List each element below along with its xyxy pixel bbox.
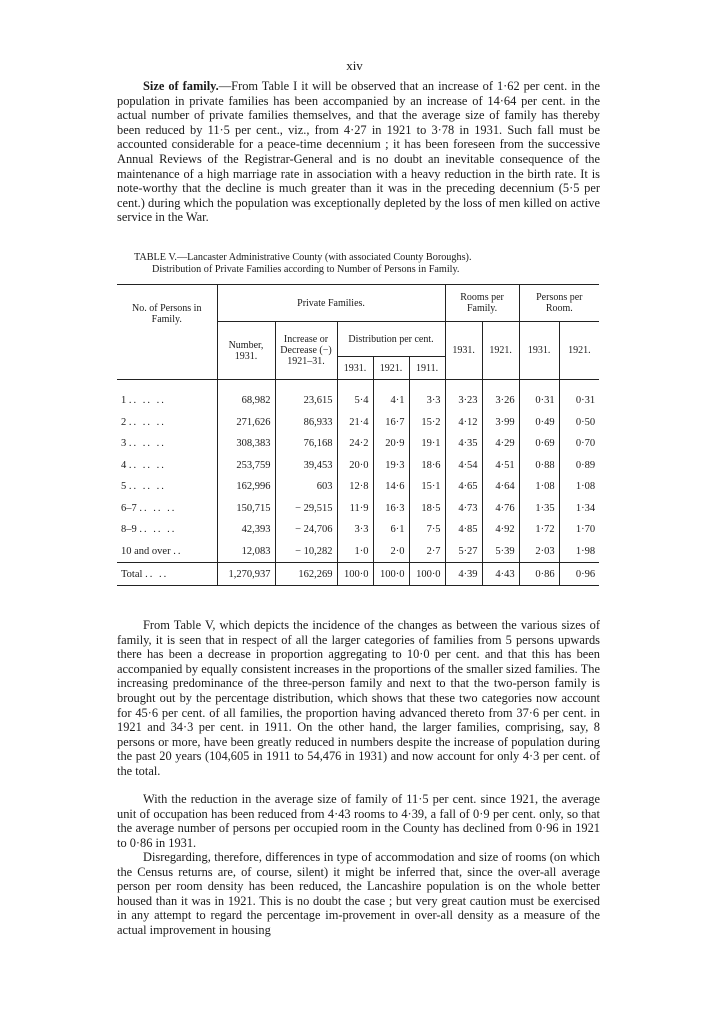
- cell-number: 162,996: [217, 476, 275, 498]
- cell-change: 162,269: [275, 563, 337, 586]
- cell-dist-1931: 3·3: [337, 519, 373, 541]
- cell-number: 271,626: [217, 412, 275, 434]
- cell-number: 1,270,937: [217, 563, 275, 586]
- table-row: [117, 476, 599, 498]
- cell-dist-1911: 3·3: [409, 390, 445, 412]
- row-dots: .. .. ..: [128, 438, 166, 450]
- cell-rooms-1921: 4·43: [482, 563, 519, 586]
- row-dots: .. .. ..: [139, 524, 177, 536]
- header-dist-1911: 1911.: [409, 357, 445, 380]
- paragraph-text: —From Table I it will be observed that an increase of 1·62 per cent. in the population in private families has been accompanied by an increase of 14·64 per cent. in the actual number of private families themselves, and that the average size of family has thereby been reduced by 11·5 per cent., viz., from 4·27 in 1921 to 3·78 in 1931. Such fall must be accounted considerable for a peace-time decennium ; it has been foreseen from the successive Annual Reviews of the Registrar-General and is no doubt an inevitable consequence of the maintenance of a high marriage rate in association with a heavy reduction in the birth rate. It is note-worthy that the decline is much greater than it was in the preceding decennium (5·5 per cent.) during which the population was exceptionally depleted by the loss of men killed on active service in the War.: [117, 79, 600, 225]
- table-row: [117, 498, 599, 520]
- header-persons-per-room: Persons per Room.: [519, 285, 599, 322]
- cell-ppr-1921: 0·96: [559, 563, 599, 586]
- cell-ppr-1931: 1·35: [519, 498, 559, 520]
- row-label: 2: [121, 416, 127, 428]
- cell-dist-1931: 11·9: [337, 498, 373, 520]
- row-dots: ..: [173, 545, 183, 557]
- cell-dist-1921: 19·3: [373, 455, 409, 477]
- cell-ppr-1921: 0·31: [559, 390, 599, 412]
- cell-change: 86,933: [275, 412, 337, 434]
- header-rooms-per-family: Rooms per Family.: [445, 285, 519, 322]
- cell-dist-1931: 5·4: [337, 390, 373, 412]
- cell-number: 253,759: [217, 455, 275, 477]
- cell-number: 68,982: [217, 390, 275, 412]
- row-label: 10 and over: [121, 545, 171, 557]
- table-total-row: [117, 563, 599, 586]
- row-dots: .. .. ..: [128, 395, 166, 407]
- paragraph-housing-caution: Disregarding, therefore, differences in type of accommodation and size of rooms (on which the Census returns are, of course, silent) it might be inferred that, since the over-all average person per room density has been reduced, the Lancashire population is on the whole better housed than it was in 1921. This is no doubt the case ; but very great caution must be exercised in any attempt to regard the percentage im-provement in over-all density as a measure of the actual improvement in housing: [117, 850, 600, 937]
- row-dots: .. .. ..: [128, 416, 166, 428]
- row-dots: .. .. ..: [128, 459, 166, 471]
- cell-ppr-1931: 2·03: [519, 541, 559, 563]
- cell-ppr-1921: 0·89: [559, 455, 599, 477]
- cell-change: 39,453: [275, 455, 337, 477]
- row-dots: .. ..: [145, 568, 169, 580]
- cell-rooms-1921: 3·99: [482, 412, 519, 434]
- cell-rooms-1921: 4·92: [482, 519, 519, 541]
- row-dots: .. .. ..: [139, 502, 177, 514]
- paragraph-size-of-family: [117, 79, 600, 225]
- cell-ppr-1921: 1·70: [559, 519, 599, 541]
- cell-rooms-1921: 5·39: [482, 541, 519, 563]
- cell-rooms-1921: 4·64: [482, 476, 519, 498]
- cell-ppr-1931: 0·49: [519, 412, 559, 434]
- row-label: 5: [121, 481, 127, 493]
- cell-number: 150,715: [217, 498, 275, 520]
- cell-ppr-1921: 0·50: [559, 412, 599, 434]
- header-private-families: Private Families.: [217, 285, 445, 322]
- cell-dist-1931: 21·4: [337, 412, 373, 434]
- table-caption-line1: TABLE V.—Lancaster Administrative County (with associated County Boroughs).: [134, 252, 472, 263]
- cell-ppr-1931: 1·72: [519, 519, 559, 541]
- row-label: 4: [121, 459, 127, 471]
- row-label: 3: [121, 438, 127, 450]
- cell-dist-1911: 2·7: [409, 541, 445, 563]
- cell-dist-1931: 24·2: [337, 433, 373, 455]
- cell-dist-1931: 20·0: [337, 455, 373, 477]
- cell-ppr-1921: 1·08: [559, 476, 599, 498]
- cell-ppr-1921: 0·70: [559, 433, 599, 455]
- cell-change: 76,168: [275, 433, 337, 455]
- header-persons: No. of Persons in Family.: [117, 285, 217, 380]
- cell-number: 42,393: [217, 519, 275, 541]
- cell-rooms-1931: 4·12: [445, 412, 482, 434]
- cell-change: 603: [275, 476, 337, 498]
- cell-rooms-1931: 4·35: [445, 433, 482, 455]
- cell-change: − 24,706: [275, 519, 337, 541]
- cell-dist-1921: 100·0: [373, 563, 409, 586]
- header-rooms-1931: 1931.: [445, 322, 482, 380]
- cell-rooms-1931: 4·39: [445, 563, 482, 586]
- table-row: [117, 433, 599, 455]
- cell-change: − 29,515: [275, 498, 337, 520]
- table-row: [117, 412, 599, 434]
- cell-dist-1931: 12·8: [337, 476, 373, 498]
- paragraph-room-density: With the reduction in the average size of family of 11·5 per cent. since 1921, the average unit of occupation has been reduced from 4·43 rooms to 4·39, a fall of 0·9 per cent. only, so that the average number of persons per occupied room in the County has declined from 0·96 in 1921 to 0·86 in 1931.: [117, 792, 600, 850]
- table-v: [117, 284, 599, 586]
- cell-ppr-1931: 0·31: [519, 390, 559, 412]
- page-number: xiv: [346, 58, 363, 73]
- cell-rooms-1931: 5·27: [445, 541, 482, 563]
- paragraph-table-v-analysis: From Table V, which depicts the incidence of the changes as between the various sizes of family, it is seen that in respect of all the larger categories of families from 5 persons upwards there has been a decrease in proportion aggregating to 10·0 per cent. and that this has been accompanied by equally consistent increases in the proportions of the smaller sized families. The increasing predominance of the three-person family and next to that the two-person family is brought out by the percentage distribution, which shows that these two categories now account for 45·6 per cent. of all families, the proportion having advanced thereto from 37·6 per cent. in 1921 and 34·3 per cent. in 1911. On the other hand, the larger families, comprising, say, 8 persons or more, have been greatly reduced in numbers despite the increase of population during the past 20 years (104,605 in 1911 to 54,476 in 1931) and now account for only 4·3 per cent. of the total.: [117, 618, 600, 778]
- header-distribution: Distribution per cent.: [337, 322, 445, 357]
- paragraph-heading: Size of family.: [143, 79, 219, 93]
- cell-rooms-1931: 4·85: [445, 519, 482, 541]
- cell-dist-1911: 15·2: [409, 412, 445, 434]
- cell-dist-1931: 100·0: [337, 563, 373, 586]
- cell-dist-1911: 15·1: [409, 476, 445, 498]
- header-dist-1931: 1931.: [337, 357, 373, 380]
- cell-dist-1921: 14·6: [373, 476, 409, 498]
- cell-rooms-1931: 4·73: [445, 498, 482, 520]
- cell-rooms-1921: 4·51: [482, 455, 519, 477]
- cell-number: 12,083: [217, 541, 275, 563]
- cell-ppr-1921: 1·98: [559, 541, 599, 563]
- cell-rooms-1921: 4·76: [482, 498, 519, 520]
- table-caption-line2: Distribution of Private Families according to Number of Persons in Family.: [152, 264, 460, 275]
- cell-ppr-1931: 0·88: [519, 455, 559, 477]
- cell-ppr-1931: 1·08: [519, 476, 559, 498]
- cell-dist-1911: 19·1: [409, 433, 445, 455]
- row-label: Total: [121, 568, 143, 580]
- table-row: [117, 519, 599, 541]
- cell-dist-1911: 7·5: [409, 519, 445, 541]
- cell-dist-1911: 18·6: [409, 455, 445, 477]
- header-dist-1921: 1921.: [373, 357, 409, 380]
- cell-dist-1921: 6·1: [373, 519, 409, 541]
- header-ppr-1921: 1921.: [559, 322, 599, 380]
- cell-dist-1931: 1·0: [337, 541, 373, 563]
- cell-change: 23,615: [275, 390, 337, 412]
- cell-dist-1911: 18·5: [409, 498, 445, 520]
- cell-dist-1921: 4·1: [373, 390, 409, 412]
- cell-dist-1921: 16·3: [373, 498, 409, 520]
- row-label: 6–7: [121, 502, 137, 514]
- header-increase: Increase or Decrease (−) 1921–31.: [275, 322, 337, 380]
- cell-dist-1911: 100·0: [409, 563, 445, 586]
- cell-change: − 10,282: [275, 541, 337, 563]
- header-number: Number, 1931.: [217, 322, 275, 380]
- cell-rooms-1931: 4·65: [445, 476, 482, 498]
- table-row: [117, 455, 599, 477]
- table-row: [117, 541, 599, 563]
- cell-rooms-1921: 3·26: [482, 390, 519, 412]
- cell-ppr-1931: 0·86: [519, 563, 559, 586]
- header-rooms-1921: 1921.: [482, 322, 519, 380]
- header-ppr-1931: 1931.: [519, 322, 559, 380]
- row-label: 8–9: [121, 524, 137, 536]
- cell-rooms-1931: 3·23: [445, 390, 482, 412]
- cell-rooms-1921: 4·29: [482, 433, 519, 455]
- cell-number: 308,383: [217, 433, 275, 455]
- row-label: 1: [121, 395, 127, 407]
- cell-dist-1921: 20·9: [373, 433, 409, 455]
- row-dots: .. .. ..: [128, 481, 166, 493]
- cell-ppr-1921: 1·34: [559, 498, 599, 520]
- cell-ppr-1931: 0·69: [519, 433, 559, 455]
- cell-dist-1921: 2·0: [373, 541, 409, 563]
- table-row: [117, 390, 599, 412]
- cell-dist-1921: 16·7: [373, 412, 409, 434]
- cell-rooms-1931: 4·54: [445, 455, 482, 477]
